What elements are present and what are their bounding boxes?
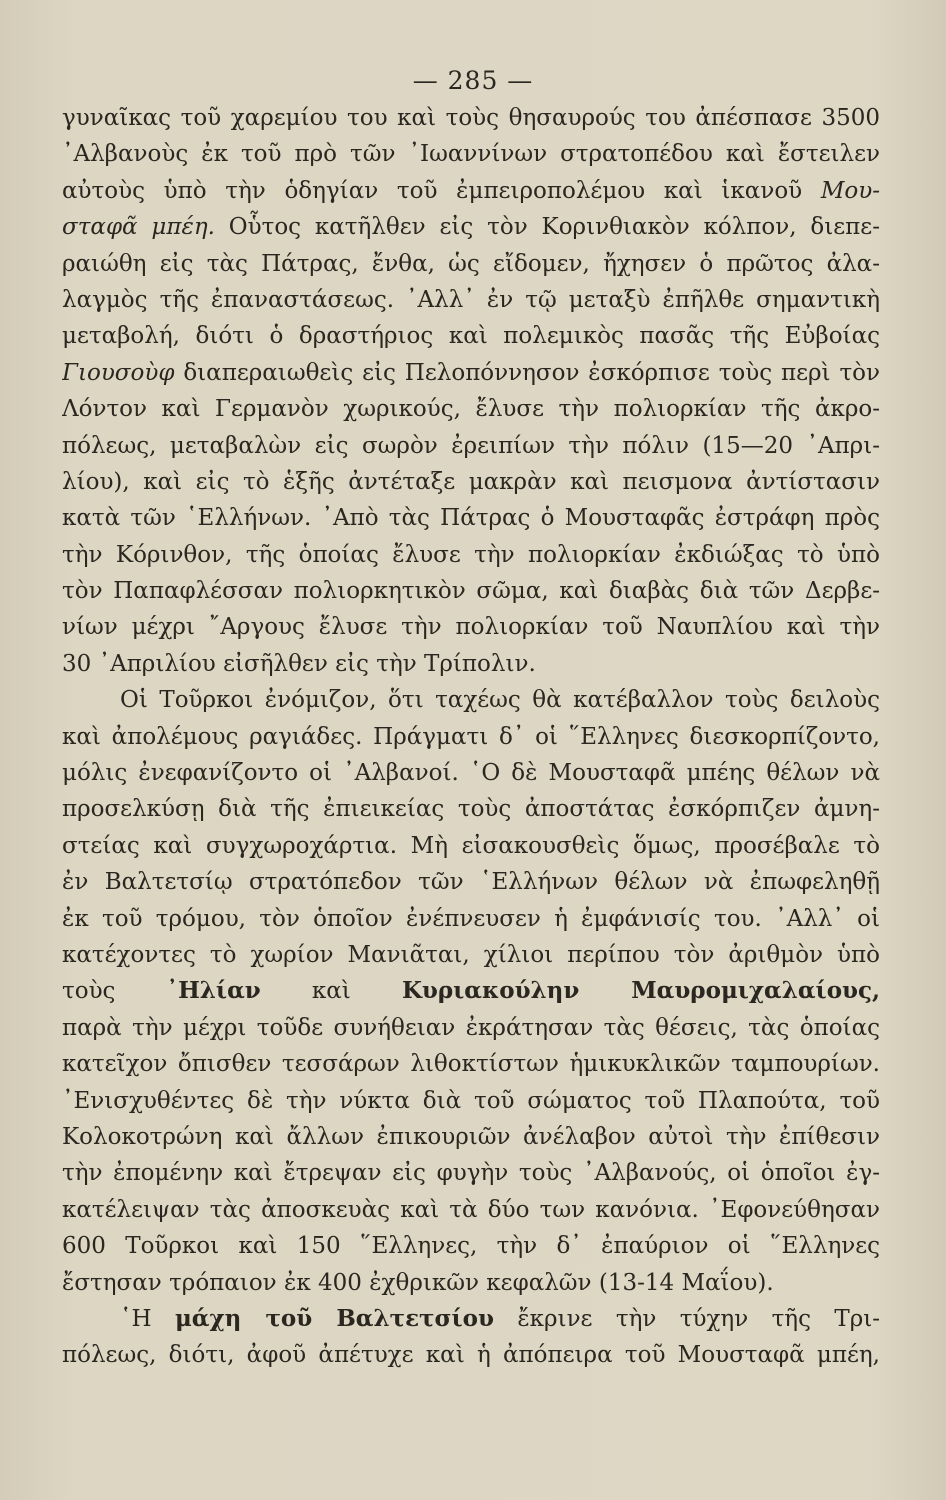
line-text: τὴν ἐπομένην καὶ ἔτρεψαν εἰς φυγὴν τοὺς ᾿Αλβανούς, οἱ ὁποῖοι ἐγ- <box>62 1160 880 1187</box>
text-line <box>62 173 880 209</box>
text-line <box>62 1265 880 1301</box>
line-text: Κολοκοτρώνη καὶ ἄλλων ἐπικουριῶν ἀνέλαβον αὐτοὶ τὴν ἐπίθεσιν <box>62 1123 880 1150</box>
text-line <box>62 828 880 864</box>
line-text: προσελκύσῃ διὰ τῆς ἐπιεικείας τοὺς ἀποστάτας ἐσκόρπιζεν ἀμνη- <box>62 796 880 823</box>
line-text: πόλεως, διότι, ἀφοῦ ἀπέτυχε καὶ ἡ ἀπόπειρα τοῦ Μουσταφᾶ μπέη, <box>62 1342 880 1369</box>
text-line <box>62 937 880 973</box>
line-text: διαπεραιωθεὶς εἰς Πελοπόννησον ἐσκόρπισε τοὺς περὶ τὸν <box>174 359 880 386</box>
text-line <box>62 682 880 718</box>
text-line <box>62 573 880 609</box>
text-line <box>62 318 880 354</box>
text-line <box>62 464 880 500</box>
line-text: γυναῖκας τοῦ χαρεμίου του καὶ τοὺς θησαυρούς του ἀπέσπασε 3500 <box>62 105 880 131</box>
line-text: ἔστησαν τρόπαιον ἐκ 400 ἐχθρικῶν κεφαλῶν (13-14 Μαΐου). <box>62 1269 774 1296</box>
line-text: μεταβολή, διότι ὁ δραστήριος καὶ πολεμικὸς πασᾶς τῆς Εὐβοίας <box>62 323 880 350</box>
text-line <box>62 428 880 464</box>
line-text: ἔκρινε τὴν τύχην τῆς Τρι- <box>493 1305 880 1332</box>
line-text: καὶ <box>260 978 402 1005</box>
text-line <box>62 100 880 136</box>
text-line <box>62 901 880 937</box>
text-line <box>62 1301 880 1337</box>
line-text: νίων μέχρι ῎Αργους ἔλυσε τὴν πολιορκίαν τοῦ Ναυπλίου καὶ τὴν <box>62 614 880 641</box>
line-text: ᾿Αλβανοὺς ἐκ τοῦ πρὸ τῶν ᾿Ιωαννίνων στρατοπέδου καὶ ἔστειλεν <box>62 141 880 168</box>
text-line <box>62 1337 880 1373</box>
line-text: καὶ ἀπολέμους ραγιάδες. Πράγματι δ᾿ οἱ ῞Ελληνες διεσκορπίζοντο, <box>62 723 880 750</box>
line-text: λίου), καὶ εἰς τὸ ἑξῆς ἀντέταξε μακρὰν καὶ πεισμονα ἀντίστασιν <box>62 468 880 495</box>
text-line <box>62 1010 880 1046</box>
line-text: κατέχοντες τὸ χωρίον Μανιᾶται, χίλιοι περίπου τὸν ἀριθμὸν ὑπὸ <box>62 941 880 968</box>
line-text: τὴν Κόρινθον, τῆς ὁποίας ἔλυσε τὴν πολιορκίαν ἐκδιώξας τὸ ὑπὸ <box>62 541 880 568</box>
line-text: ἐν Βαλτετσίῳ στρατόπεδον τῶν ῾Ελλήνων θέλων νὰ ἐπωφεληθῇ <box>62 869 880 896</box>
line-text: 600 Τοῦρκοι καὶ 150 ῞Ελληνες, τὴν δ᾿ ἐπαύριον οἱ ῞Ελληνες <box>62 1233 880 1260</box>
line-text: Λόντον καὶ Γερμανὸν χωρικούς, ἔλυσε τὴν πολιορκίαν τῆς ἀκρο- <box>62 396 880 423</box>
line-text: ραιώθη εἰς τὰς Πάτρας, ἔνθα, ὡς εἴδομεν, ἤχησεν ὁ πρῶτος ἀλα- <box>62 250 880 277</box>
bold-text: μάχη τοῦ Βαλτετσίου <box>174 1304 494 1332</box>
italic-text: Μου- <box>820 177 880 204</box>
text-line <box>62 355 880 391</box>
text-line <box>62 1228 880 1264</box>
text-line <box>62 973 880 1009</box>
text-line <box>62 755 880 791</box>
text-line <box>62 1155 880 1191</box>
text-line <box>62 136 880 172</box>
body-text <box>62 100 880 1374</box>
text-line <box>62 1046 880 1082</box>
line-text: πόλεως, μεταβαλὼν εἰς σωρὸν ἐρειπίων τὴν πόλιν (15—20 ᾿Απρι- <box>62 432 880 459</box>
line-text: κατεῖχον ὄπισθεν τεσσάρων λιθοκτίστων ἡμικυκλικῶν ταμπουρίων. <box>62 1051 880 1078</box>
line-text: Οἱ Τοῦρκοι ἐνόμιζον, ὅτι ταχέως θὰ κατέβαλλον τοὺς δειλοὺς <box>120 687 880 714</box>
bold-text: Κυριακούλην Μαυρομιχαλαίους, <box>401 977 880 1005</box>
text-line <box>62 282 880 318</box>
line-text: στείας καὶ συγχωροχάρτια. Μὴ εἰσακουσθεὶς ὅμως, προσέβαλε τὸ <box>62 832 880 859</box>
line-text: τοὺς <box>62 978 167 1005</box>
text-line <box>62 500 880 536</box>
line-text: αὐτοὺς ὑπὸ τὴν ὁδηγίαν τοῦ ἐμπειροπολέμου καὶ ἱκανοῦ <box>62 177 821 204</box>
text-line <box>62 609 880 645</box>
text-line <box>62 864 880 900</box>
line-text: ἐκ τοῦ τρόμου, τὸν ὁποῖον ἐνέπνευσεν ἡ ἐμφάνισίς του. ᾿Αλλ᾿ οἱ <box>62 905 880 932</box>
text-line <box>62 1083 880 1119</box>
line-text: Οὗτος κατῆλθεν εἰς τὸν Κορινθιακὸν κόλπον, διεπε- <box>214 214 880 241</box>
text-line <box>62 246 880 282</box>
line-text: ῾Η <box>120 1305 175 1332</box>
text-line <box>62 1119 880 1155</box>
page-number: — 285 — <box>412 66 534 95</box>
text-line <box>62 209 880 245</box>
italic-text: σταφᾶ μπέη. <box>62 214 215 241</box>
line-text: 30 ᾿Απριλίου εἰσῆλθεν εἰς τὴν Τρίπολιν. <box>62 650 536 677</box>
text-line <box>62 719 880 755</box>
line-text: κατέλειψαν τὰς ἀποσκευὰς καὶ τὰ δύο των κανόνια. ᾿Εφονεύθησαν <box>62 1196 880 1223</box>
text-line <box>62 791 880 827</box>
line-text: παρὰ τὴν μέχρι τοῦδε συνήθειαν ἐκράτησαν τὰς θέσεις, τὰς ὁποίας <box>62 1014 880 1041</box>
line-text: ᾿Ενισχυθέντες δὲ τὴν νύκτα διὰ τοῦ σώματος τοῦ Πλαπούτα, τοῦ <box>62 1087 880 1114</box>
line-text: μόλις ἐνεφανίζοντο οἱ ᾿Αλβανοί. ῾Ο δὲ Μουσταφᾶ μπέης θέλων νὰ <box>62 760 880 787</box>
line-text: τὸν Παπαφλέσσαν πολιορκητικὸν σῶμα, καὶ διαβὰς διὰ τῶν Δερβε- <box>62 578 880 605</box>
text-line <box>62 1192 880 1228</box>
italic-text: Γιουσοὺφ <box>62 359 175 386</box>
bold-text: ᾿Ηλίαν <box>166 977 261 1005</box>
text-line <box>62 646 880 682</box>
line-text: λαγμὸς τῆς ἐπαναστάσεως. ᾿Αλλ᾿ ἐν τῷ μεταξὺ ἐπῆλθε σημαντικὴ <box>62 286 880 313</box>
text-line <box>62 391 880 427</box>
text-line <box>62 537 880 573</box>
line-text: κατὰ τῶν ῾Ελλήνων. ᾿Απὸ τὰς Πάτρας ὁ Μουσταφᾶς ἐστράφη πρὸς <box>62 505 880 532</box>
